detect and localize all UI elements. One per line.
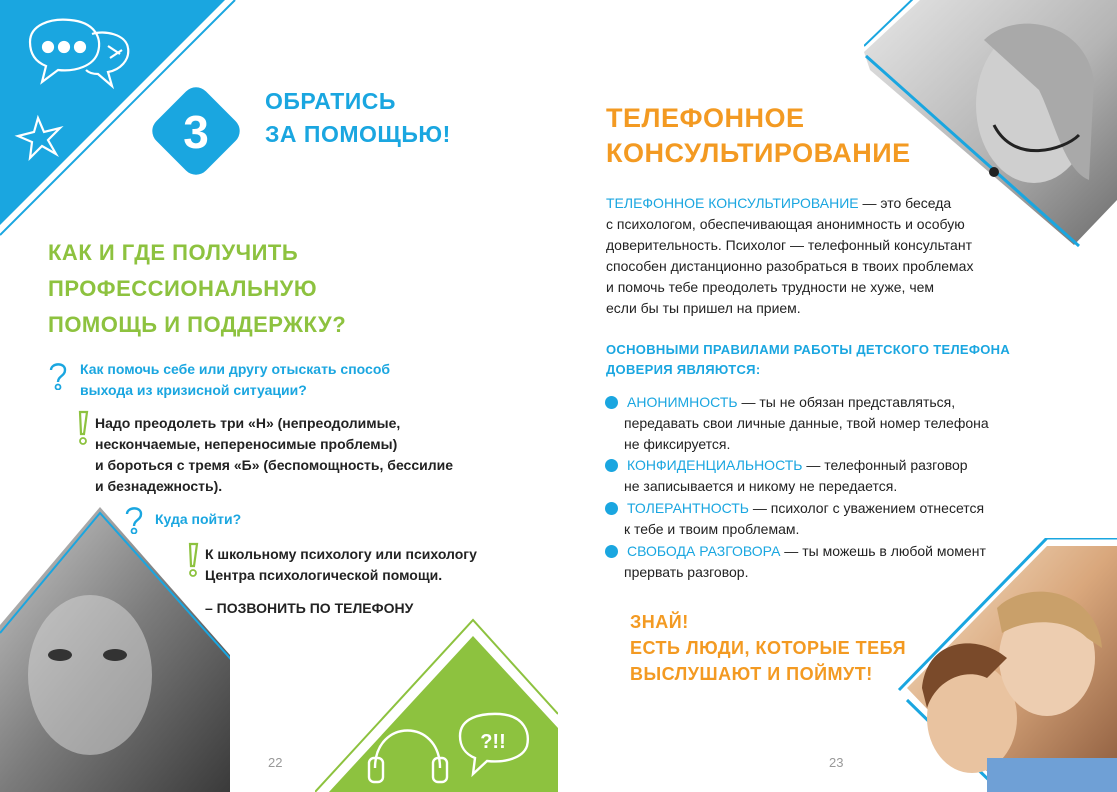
- intro-line: если бы ты пришел на прием.: [606, 300, 801, 316]
- rule-text: — ты можешь в любой момент: [780, 543, 986, 559]
- rules-heading: [606, 340, 1010, 380]
- page-number: 23: [829, 755, 844, 770]
- answer-line: и безнадежность).: [95, 478, 223, 494]
- section-heading: [48, 235, 346, 343]
- title-line: КОНСУЛЬТИРОВАНИЕ: [606, 138, 911, 168]
- closing-line: ВЫСЛУШАЮТ И ПОЙМУТ!: [630, 664, 873, 684]
- girl-photo: [0, 505, 230, 792]
- rule-term: КОНФИДЕНЦИАЛЬНОСТЬ: [627, 457, 803, 473]
- intro-line: способен дистанционно разобраться в твоих проблемах: [606, 258, 974, 274]
- heading-line: ПРОФЕССИОНАЛЬНУЮ: [48, 276, 318, 301]
- question-1: [80, 359, 390, 401]
- right-page: [559, 0, 1117, 792]
- closing-line: ЕСТЬ ЛЮДИ, КОТОРЫЕ ТЕБЯ: [630, 638, 907, 658]
- answer-1: [95, 413, 453, 497]
- step-number-badge: [137, 72, 255, 190]
- answer-2: [205, 544, 477, 619]
- rule-item: [624, 498, 985, 540]
- rule-text: прервать разговор.: [624, 564, 749, 580]
- bullet-icon: [605, 459, 618, 472]
- bullet-icon: [605, 545, 618, 558]
- question-line: выхода из кризисной ситуации?: [80, 382, 307, 398]
- intro-term: ТЕЛЕФОННОЕ КОНСУЛЬТИРОВАНИЕ: [606, 195, 859, 211]
- rule-text: не фиксируется.: [624, 436, 731, 452]
- intro-line: — это беседа: [858, 195, 952, 211]
- answer-line: и бороться с тремя «Б» (беспомощность, бессилие: [95, 457, 454, 473]
- rules-heading-line: ОСНОВНЫМИ ПРАВИЛАМИ РАБОТЫ ДЕТСКОГО ТЕЛЕФОНА: [606, 342, 1011, 357]
- rules-heading-line: ДОВЕРИЯ ЯВЛЯЮТСЯ:: [606, 362, 761, 377]
- call-phone-line: – ПОЗВОНИТЬ ПО ТЕЛЕФОНУ: [205, 600, 414, 616]
- step-number: 3: [183, 106, 209, 158]
- bubble-text: ?!!: [480, 731, 506, 753]
- intro-line: с психологом, обеспечивающая анонимность и особую: [606, 216, 965, 232]
- answer-line: К школьному психологу или психологу: [205, 546, 477, 562]
- intro-line: доверительность. Психолог — телефонный консультант: [606, 237, 972, 253]
- rule-item: [624, 455, 968, 497]
- left-page: [0, 0, 558, 792]
- step-title-line: ЗА ПОМОЩЬЮ!: [265, 121, 451, 147]
- heading-line: КАК И ГДЕ ПОЛУЧИТЬ: [48, 240, 299, 265]
- step-title: [265, 85, 451, 151]
- answer-line: нескончаемые, непереносимые проблемы): [95, 436, 398, 452]
- rule-text: — ты не обязан представляться,: [737, 394, 956, 410]
- bottom-decoration: [315, 618, 558, 792]
- intro-line: и помочь тебе преодолеть трудности не хуже, чем: [606, 279, 935, 295]
- rule-text: передавать свои личные данные, твой номер телефона: [624, 415, 989, 431]
- rule-text: к тебе и твоим проблемам.: [624, 521, 800, 537]
- rule-term: АНОНИМНОСТЬ: [627, 394, 738, 410]
- rule-item: [624, 392, 989, 455]
- answer-line: Надо преодолеть три «Н» (непреодолимые,: [95, 415, 401, 431]
- step-title-line: ОБРАТИСЬ: [265, 88, 396, 114]
- rule-text: — телефонный разговор: [802, 457, 968, 473]
- page-number: 22: [268, 755, 283, 770]
- rule-text: — психолог с уважением отнесется: [748, 500, 985, 516]
- exclamation-icon: [74, 410, 92, 446]
- bullet-icon: [605, 502, 618, 515]
- question-2: Куда пойти?: [155, 511, 242, 527]
- rule-text: не записывается и никому не передается.: [624, 478, 898, 494]
- question-mark-icon: [46, 360, 70, 390]
- question-line: Как помочь себе или другу отыскать способ: [80, 361, 391, 377]
- answer-line: Центра психологической помощи.: [205, 567, 443, 583]
- rule-term: ТОЛЕРАНТНОСТЬ: [627, 500, 749, 516]
- family-photo: [897, 538, 1117, 792]
- heading-line: ПОМОЩЬ И ПОДДЕРЖКУ?: [48, 312, 347, 337]
- page-title: [606, 101, 911, 171]
- closing-message: [630, 609, 906, 687]
- closing-line: ЗНАЙ!: [630, 612, 689, 632]
- intro-paragraph: [606, 193, 973, 319]
- bullet-icon: [605, 396, 618, 409]
- title-line: ТЕЛЕФОННОЕ: [606, 103, 805, 133]
- rule-term: СВОБОДА РАЗГОВОРА: [627, 543, 781, 559]
